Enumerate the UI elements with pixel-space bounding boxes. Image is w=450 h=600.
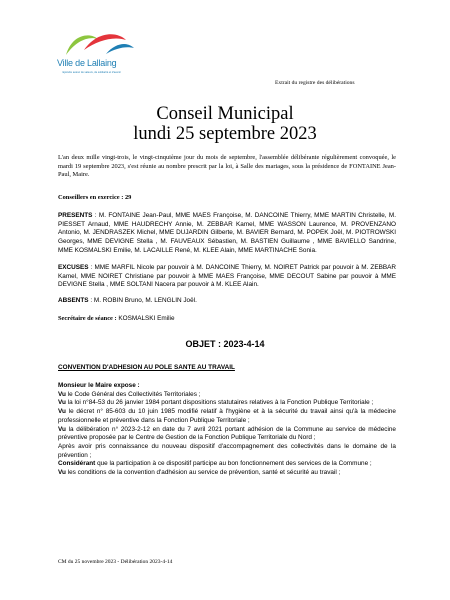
absents-label: ABSENTS bbox=[58, 297, 89, 304]
expose-item: Vu la délibération n° 2023-2-12 en date du 7 avril 2021 portant adhésion de la Commune au service de médecine préventive proposée par le Centre de Gestion de la Fonction Publique Territoriale du Nord ; bbox=[58, 425, 396, 442]
expose-label: Monsieur le Maire expose : bbox=[58, 382, 140, 389]
excuses-text: : MME MARFIL Nicole par pouvoir à M. DANCOINE Thierry, M. NOIRET Patrick par pouvoir à M. ZEBBAR Kamel, MME NOIRET Christiane par pouvoir à MME MAES Françoise, MME DECOUT Sabine par pouvoir à MME DEVIGNE Stella , MME SOLTANI Nacera par pouvoir à M. KLEE Alain. bbox=[58, 264, 396, 289]
logo-tagline: réjoindre autour de valeurs, de solidarité et d'avenir bbox=[62, 71, 121, 74]
absents-paragraph bbox=[58, 297, 396, 306]
intro-paragraph: L'an deux mille vingt-trois, le vingt-cinquième jour du mois de septembre, l'assemblée délibérante régulièrement convoquée, le mardi 19 septembre 2023, s'est réunie au nombre prescrit par la loi, à Salle des mariages, sous la présidence de FONTAINE Jean-Paul, Maire. bbox=[58, 154, 396, 179]
secretaire-line bbox=[58, 315, 396, 324]
page-title: Conseil Municipal bbox=[156, 104, 294, 124]
expose-item: Vu les conditions de la convention d'adhésion au service de prévention, santé et sécurité au travail ; bbox=[58, 469, 341, 477]
page-subtitle-date: lundi 25 septembre 2023 bbox=[133, 124, 317, 144]
expose-item: Vu la loi n°84-53 du 26 janvier 1984 portant dispositions statutaires relatives à la Fonction Publique Territoriale ; bbox=[58, 399, 374, 407]
page-footer: CM du 25 novembre 2023 - Délibération 2023-4-14 bbox=[58, 559, 173, 565]
absents-text: : M. ROBIN Bruno, M. LENGLIN Joël. bbox=[88, 297, 197, 304]
conseillers-line bbox=[58, 194, 396, 203]
presents-paragraph bbox=[58, 212, 396, 256]
expose-item: Vu le décret n° 85-603 du 10 juin 1985 modifié relatif à l'hygiène et à la sécurité du travail ainsi qu'à la médecine professionnelle et préventive dans la Fonction Publique Territoriale ; bbox=[58, 408, 396, 424]
objet-heading: OBJET : 2023-4-14 bbox=[185, 339, 265, 349]
conseillers-count: 29 bbox=[124, 194, 132, 201]
logo-swoosh-icon bbox=[56, 28, 146, 60]
secretaire-text: KOSMALSKI Emilie bbox=[116, 315, 175, 322]
presents-label: PRESENTS bbox=[58, 212, 93, 219]
expose-block bbox=[58, 382, 396, 478]
conseillers-label: Conseillers en exercice : bbox=[58, 194, 124, 201]
secretaire-label: Secrétaire de séance : bbox=[58, 315, 117, 322]
excuses-label: EXCUSES bbox=[58, 264, 89, 271]
excuses-paragraph bbox=[58, 264, 396, 290]
city-logo bbox=[56, 28, 146, 98]
expose-item: Après avoir pris connaissance du nouveau dispositif d'accompagnement des collectivités dans le domaine de la prévention ; bbox=[58, 442, 396, 459]
convention-title: CONVENTION D'ADHESION AU POLE SANTE AU TRAVAIL bbox=[58, 364, 235, 371]
expose-item: Considérant que la participation à ce dispositif participe au bon fonctionnement des services de la Commune ; bbox=[58, 460, 372, 468]
presents-text: : M. FONTAINE Jean-Paul, MME MAES Françoise, M. DANCOINE Thierry, MME MARTIN Christelle, M. PIESSET Arnaud, MME HAUDRECHY Annie, M. ZEBBAR Kamel, MME WASSON Laurence, M. PROVENZANO Antonio, M. JENDRASZEK Michel, MME DUJARDIN Gilberte, M. BAVIER Bernard, M. POPEK Joël, M. PIOTROWSKI Georges, MME DEVIGNE Stella , M. FAUVEAUX Sébastien, M. BASTIEN Guillaume , MME BAVIELLO Sandrine, MME KOSMALSKI Emilie, M. LACAILLE René, M. KLEE Alain, MME MARTINACHE Sonia. bbox=[58, 212, 396, 254]
extract-label: Extrait du registre des délibérations bbox=[275, 80, 355, 86]
expose-item: Vu le Code Général des Collectivités Territoriales ; bbox=[58, 390, 201, 398]
logo-name: Ville de Lallaing bbox=[57, 58, 117, 68]
